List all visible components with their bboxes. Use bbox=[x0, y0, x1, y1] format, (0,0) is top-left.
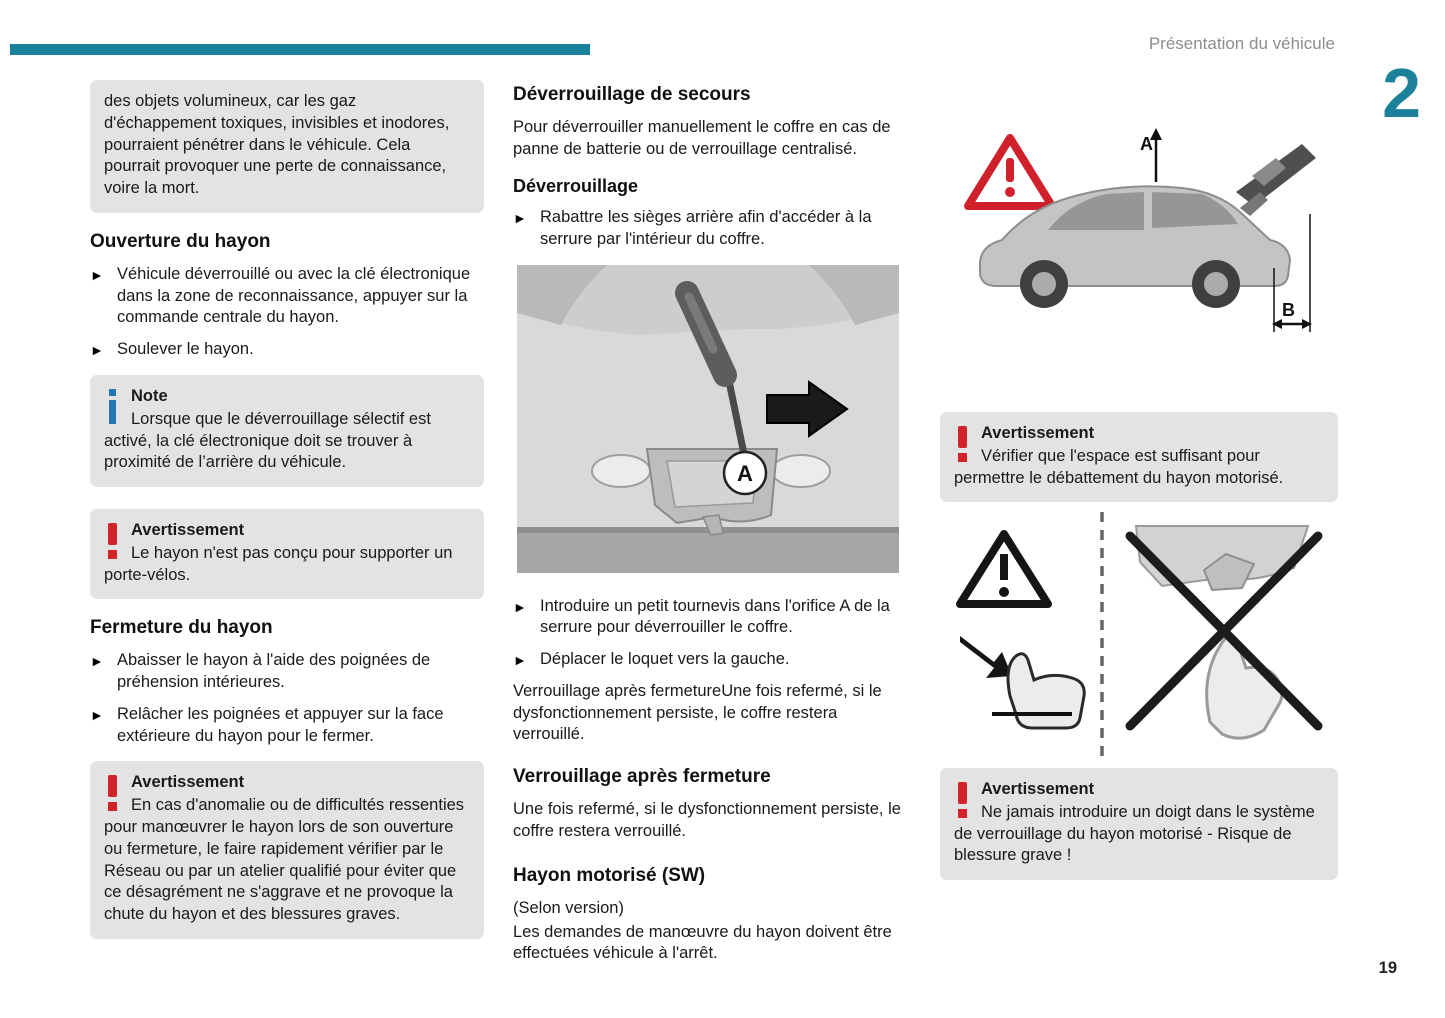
bullet-arrow-icon: ► bbox=[513, 210, 527, 227]
bullet-text: Introduire un petit tournevis dans l'orifice A de la serrure pour déverrouiller le coffre. bbox=[540, 596, 890, 637]
warning-text: Vérifier que l'espace est suffisant pour permettre le débattement du hayon motorisé. bbox=[954, 446, 1284, 487]
info-icon bbox=[106, 389, 119, 427]
label-a: A bbox=[1140, 134, 1153, 154]
note-title: Note bbox=[131, 386, 168, 405]
measure-a bbox=[1140, 128, 1162, 182]
continuation-warning-box bbox=[90, 80, 484, 213]
open-tailgate bbox=[1236, 144, 1316, 216]
finger-hazard-drawing bbox=[952, 508, 1324, 760]
column-right bbox=[940, 110, 1338, 910]
warning-title: Avertissement bbox=[131, 521, 245, 540]
note-text: Lorsque que le déverrouillage sélectif est activé, la clé électronique doit se trouver à proximité de l’arrière du véhicule. bbox=[104, 409, 431, 472]
paragraph: Verrouillage après fermetureUne fois refermé, si le dysfonctionnement persiste, le coffre restera verrouillé. bbox=[513, 681, 882, 744]
bullet-text: Rabattre les sièges arrière afin d'accéder à la serrure par l'intérieur du coffre. bbox=[540, 208, 872, 249]
header-accent-bar bbox=[10, 44, 590, 55]
bullet-arrow-icon: ► bbox=[513, 652, 527, 669]
warning-text: Ne jamais introduire un doigt dans le système de verrouillage du hayon motorisé - Risque de blessure grave ! bbox=[954, 802, 1315, 865]
warning-box bbox=[90, 509, 484, 599]
bullet-text: Abaisser le hayon à l'aide des poignées de préhension intérieures. bbox=[117, 651, 431, 692]
warning-title: Avertissement bbox=[981, 780, 1095, 798]
warning-text: En cas d'anomalie ou de difficultés ressenties pour manœuvrer le hayon lors de son ouverture ou fermeture, le faire rapidement vérifier par le Réseau ou par un atelier qualifié pour éviter que ce désagrément ne s'aggrave et ne provoque la chute du hayon et des blessures graves. bbox=[104, 796, 465, 924]
list-item bbox=[513, 649, 903, 671]
warning-box bbox=[90, 761, 484, 938]
down-arrow-icon bbox=[960, 636, 1012, 678]
paragraph-version: (Selon version) bbox=[513, 898, 624, 917]
exclamation-icon bbox=[106, 523, 119, 563]
bullet-text: Relâcher les poignées et appuyer sur la face extérieure du hayon pour le fermer. bbox=[117, 704, 444, 745]
heading-deverrouillage: Déverrouillage bbox=[513, 175, 639, 196]
warning-title: Avertissement bbox=[981, 424, 1095, 442]
list-item bbox=[90, 264, 484, 329]
list-item bbox=[513, 596, 903, 640]
column-middle bbox=[513, 80, 903, 977]
page-number: 19 bbox=[1378, 959, 1397, 977]
heading-ouverture-du-hayon: Ouverture du hayon bbox=[90, 230, 271, 252]
heading-deverrouillage-de-secours: Déverrouillage de secours bbox=[513, 84, 751, 105]
black-warning-triangle-icon bbox=[960, 534, 1048, 604]
paragraph: Pour déverrouiller manuellement le coffre en cas de panne de batterie ou de verrouillage centralisé. bbox=[513, 118, 891, 158]
list-item bbox=[90, 650, 484, 694]
bullet-arrow-icon: ► bbox=[90, 342, 104, 359]
crossed-out-hand-in-latch bbox=[1130, 526, 1318, 738]
bullet-text: Déplacer le loquet vers la gauche. bbox=[540, 650, 790, 669]
tailgate-clearance-illustration bbox=[940, 118, 1338, 350]
heading-hayon-motorise: Hayon motorisé (SW) bbox=[513, 864, 706, 886]
bullet-arrow-icon: ► bbox=[90, 266, 104, 283]
exclamation-icon bbox=[956, 426, 969, 466]
continuation-warning-text: des objets volumineux, car les gaz d'échappement toxiques, invisibles et inodores, pourraient pénétrer dans le véhicule. Cela pourrait provoquer une perte de connaissance, voire la mort. bbox=[104, 92, 450, 198]
exclamation-icon bbox=[106, 775, 119, 815]
bullet-text: Véhicule déverrouillé ou avec la clé électronique dans la zone de reconnaissance, appuyer sur la commande centrale du hayon. bbox=[117, 264, 471, 327]
bullet-arrow-icon: ► bbox=[90, 653, 104, 670]
list-item bbox=[90, 339, 484, 361]
note-box bbox=[90, 375, 484, 487]
trunk-lock-illustration bbox=[517, 265, 903, 580]
bullet-text: Soulever le hayon. bbox=[117, 340, 254, 359]
car-drawing bbox=[940, 118, 1338, 350]
list-item bbox=[90, 704, 484, 748]
page-header-title: Présentation du véhicule bbox=[1148, 34, 1335, 53]
heading-verrouillage-apres-fermeture: Verrouillage après fermeture bbox=[513, 766, 771, 788]
warning-text: Le hayon n'est pas conçu pour supporter un porte-vélos. bbox=[104, 543, 453, 584]
warning-title: Avertissement bbox=[131, 773, 245, 792]
paragraph: Les demandes de manœuvre du hayon doivent être effectuées véhicule à l'arrêt. bbox=[513, 922, 892, 963]
heading-fermeture-du-hayon: Fermeture du hayon bbox=[90, 617, 273, 639]
red-warning-triangle-icon bbox=[968, 138, 1052, 206]
label-b: B bbox=[1282, 300, 1295, 320]
bullet-arrow-icon: ► bbox=[90, 706, 104, 723]
chapter-number: 2 bbox=[1382, 54, 1421, 132]
column-left bbox=[90, 80, 484, 955]
warning-box bbox=[940, 768, 1338, 880]
bullet-arrow-icon: ► bbox=[513, 598, 527, 615]
lock-orifice-label: A bbox=[737, 460, 753, 486]
paragraph: Une fois refermé, si le dysfonctionnement persiste, le coffre restera verrouillé. bbox=[513, 800, 901, 841]
trunk-lock-drawing bbox=[517, 265, 899, 573]
finger-hazard-illustration bbox=[952, 508, 1324, 760]
warning-box bbox=[940, 412, 1338, 502]
exclamation-icon bbox=[956, 782, 969, 822]
list-item bbox=[513, 207, 903, 251]
